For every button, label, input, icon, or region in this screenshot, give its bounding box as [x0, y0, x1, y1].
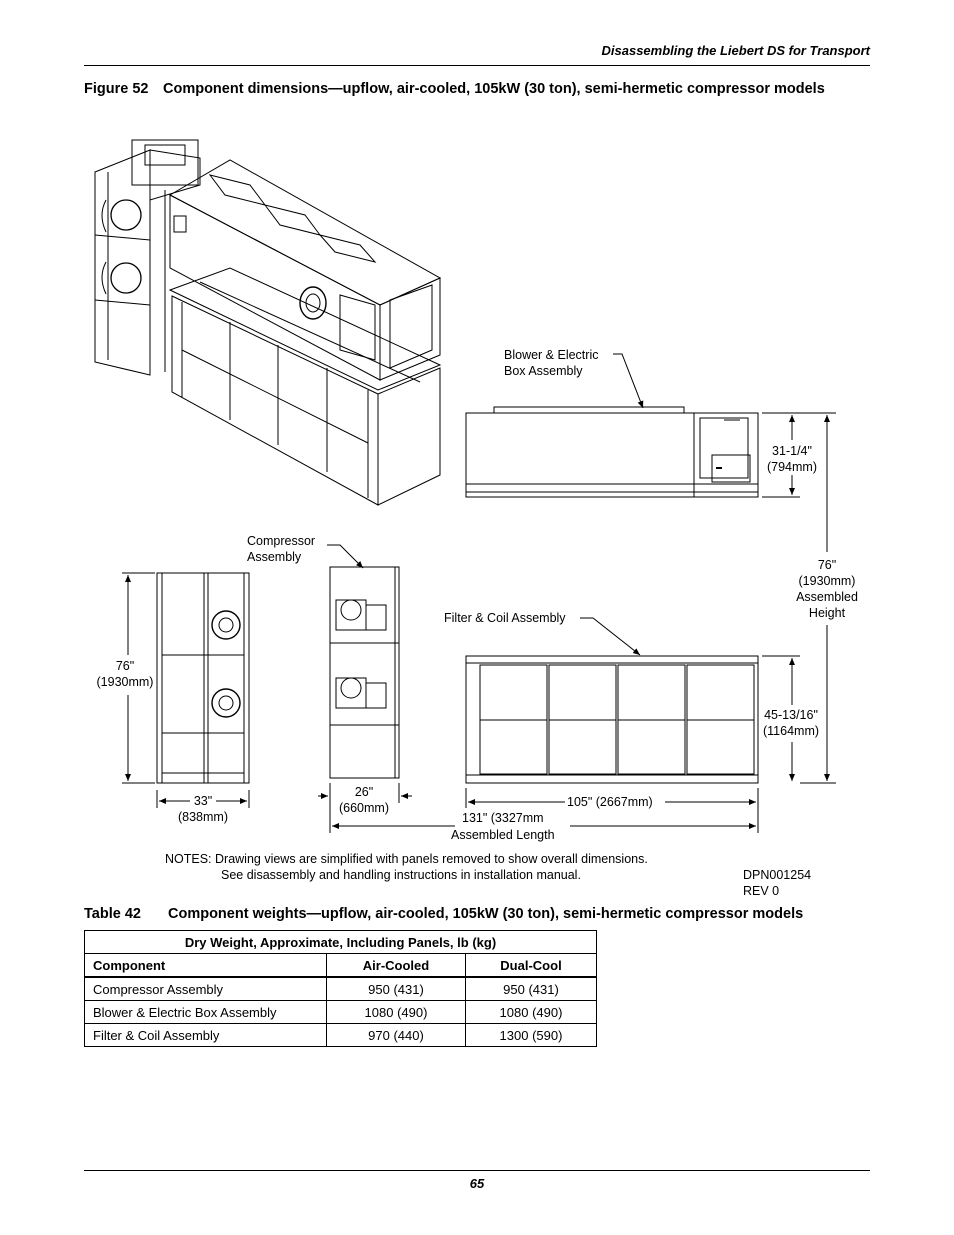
cell-air-cooled: 1080 (490) [327, 1001, 466, 1024]
running-header: Disassembling the Liebert DS for Transport [601, 43, 870, 58]
dpn-number: DPN001254 [743, 868, 812, 882]
table-super-header: Dry Weight, Approximate, Including Panels, lb (kg) [85, 931, 597, 954]
table-row [85, 1001, 597, 1024]
left-height-dim [90, 658, 160, 690]
length105-dim: 105" (2667mm) [567, 795, 653, 809]
weights-table [84, 930, 597, 1047]
revision: REV 0 [743, 884, 780, 898]
width26-dim [331, 784, 397, 816]
blower-label [504, 347, 598, 379]
length131-dim-line2: Assembled Length [451, 828, 555, 842]
assembled-height-mm: (1930mm) [798, 574, 856, 588]
compressor-label-line1: Compressor [247, 534, 316, 548]
blower-label-line1: Blower & Electric [504, 348, 599, 362]
width26-in: 26" [354, 785, 374, 799]
cell-component: Blower & Electric Box Assembly [85, 1001, 327, 1024]
filter-height-in: 45-13/16" [764, 708, 818, 722]
filter-coil-front-view [466, 656, 758, 783]
assembled-height-l1: Assembled [796, 590, 858, 604]
table-caption [84, 906, 803, 922]
cell-air-cooled: 970 (440) [327, 1024, 466, 1047]
cell-air-cooled: 950 (431) [327, 977, 466, 1001]
figure-number: Figure 52 [84, 81, 149, 97]
table-number: Table 42 [84, 906, 141, 922]
footer-rule [84, 1170, 870, 1171]
compressor-label-line2: Assembly [247, 550, 302, 564]
cell-component: Filter & Coil Assembly [85, 1024, 327, 1047]
left-height-mm: (1930mm) [96, 675, 154, 689]
width33-mm: (838mm) [177, 810, 228, 824]
figure-title: Component dimensions—upflow, air-cooled, 105kW (30 ton), semi-hermetic compressor models [163, 81, 825, 97]
cell-dual-cool: 1080 (490) [466, 1001, 597, 1024]
compressor-label [247, 533, 315, 565]
table-title: Component weights—upflow, air-cooled, 105kW (30 ton), semi-hermetic compressor models [168, 906, 804, 922]
length131-dim-line1: 131" (3327mm [462, 811, 544, 825]
blower-height-in: 31-1/4" [772, 444, 812, 458]
blower-height-mm: (794mm) [766, 460, 817, 474]
width33-in: 33" [193, 794, 213, 808]
blower-height-dim [760, 443, 824, 475]
filter-height-dim [758, 707, 824, 739]
notes-line2: See disassembly and handling instructions in installation manual. [221, 868, 581, 882]
page-number: 65 [469, 1176, 485, 1191]
assembled-height-in: 76" [817, 558, 837, 572]
cell-dual-cool: 1300 (590) [466, 1024, 597, 1047]
compressor-side-view [330, 567, 399, 778]
isometric-unit-view [95, 140, 440, 505]
notes-line1: NOTES: Drawing views are simplified with panels removed to show overall dimensions. [165, 852, 648, 866]
blower-label-line2: Box Assembly [504, 364, 583, 378]
width26-mm: (660mm) [338, 801, 389, 815]
col-header-component: Component [85, 954, 327, 978]
left-height-in: 76" [115, 659, 135, 673]
col-header-dual-cool: Dual-Cool [466, 954, 597, 978]
table-row [85, 977, 597, 1001]
cell-dual-cool: 950 (431) [466, 977, 597, 1001]
compressor-front-view [157, 573, 249, 783]
table-row [85, 1024, 597, 1047]
assembled-height-dim [790, 557, 864, 621]
blower-box-side-view [466, 407, 758, 497]
width33-dim [171, 793, 235, 825]
filter-height-mm: (1164mm) [762, 724, 820, 738]
filter-coil-label: Filter & Coil Assembly [444, 611, 566, 625]
assembled-height-l2: Height [808, 606, 846, 620]
col-header-air-cooled: Air-Cooled [327, 954, 466, 978]
cell-component: Compressor Assembly [85, 977, 327, 1001]
